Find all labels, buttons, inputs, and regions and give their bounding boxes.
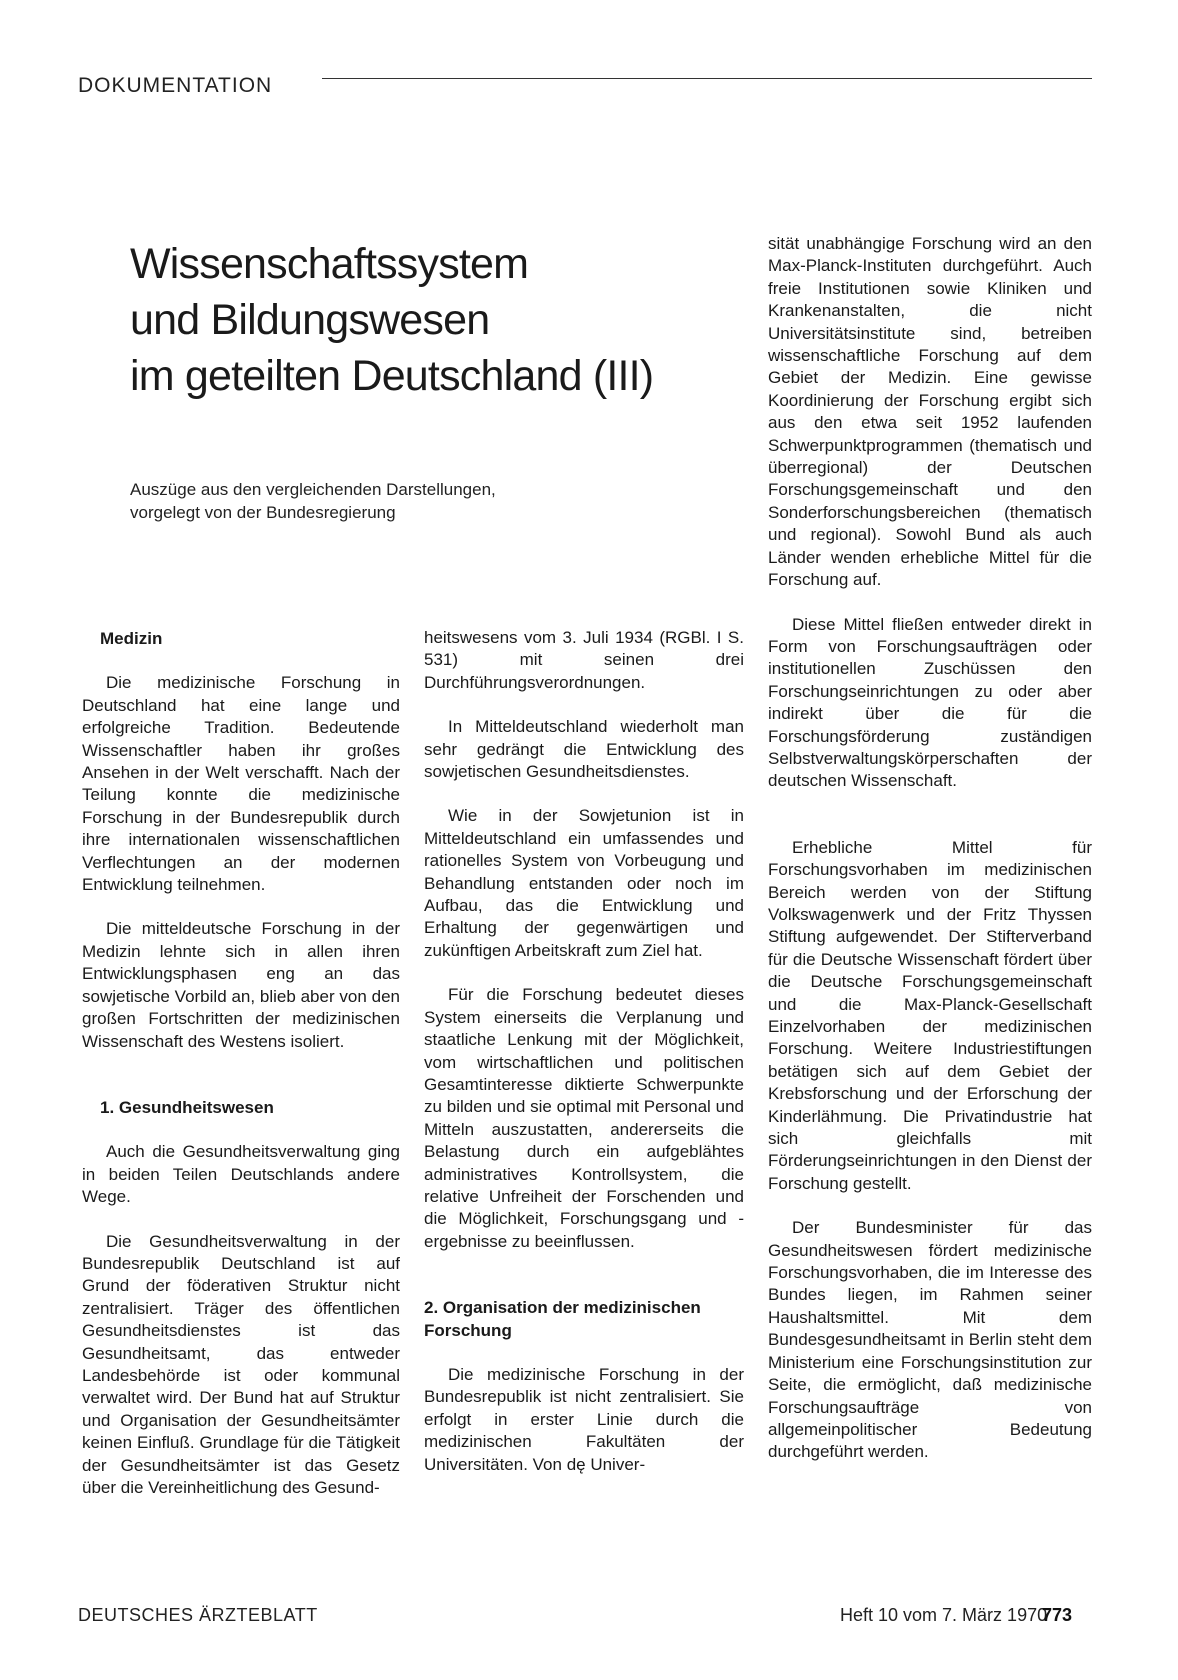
text-column-3 — [768, 233, 1092, 1464]
journal-name: DEUTSCHES ÄRZTEBLATT — [78, 1605, 318, 1625]
section-label: DOKUMENTATION — [78, 74, 273, 97]
section-heading: 1. Gesundheitswesen — [100, 1097, 274, 1117]
paragraph: Die Gesundheitsverwaltung in der Bundesrepublik Deutschland ist auf Grund der föderativen Struktur nicht zentralisiert. Träger des öffentlichen Gesundheitsdienstes ist das Gesundheitsamt, das entweder Landesbehörde ist oder kommunal verwaltet wird. Der Bund hat auf Struktur und Organisation der Gesundheitsämter keinen Einfluß. Grundlage für die Tätigkeit der Gesundheitsämter ist das Gesetz über die Vereinheitlichung des Gesund- — [82, 1231, 400, 1497]
article-subtitle — [130, 478, 610, 524]
paragraph: Diese Mittel fließen entweder direkt in Form von Forschungsaufträgen oder institutionellen Zuschüssen den Forschungseinrichtungen zu oder aber indirekt über die für die Forschungsförderung zuständigen Selbstverwaltungskörperschaften der deutschen Wissenschaft. — [768, 614, 1092, 791]
paragraph: Auch die Gesundheitsverwaltung ging in beiden Teilen Deutschlands andere Wege. — [82, 1142, 400, 1207]
article-title — [130, 236, 690, 404]
subtitle-line: vorgelegt von der Bundesregierung — [130, 503, 396, 522]
paragraph: Für die Forschung bedeutet dieses System einerseits die Verplanung und staatliche Lenkung mit der Möglichkeit, vom wirtschaftlichen und politischen Gesamtinteresse diktierte Schwerpunkte zu bilden und sie optimal mit Personal und Mitteln auszustatten, andererseits die Belastung durch ein aufgeblähtes administratives Kontrollsystem, die relative Unfreiheit der Forschenden und die Möglichkeit, Forschungsgang und -ergebnisse zu beeinflussen. — [424, 985, 744, 1251]
page-number: 773 — [1042, 1605, 1073, 1625]
paragraph: Der Bundesminister für das Gesundheitswesen fördert medizinische Forschungsvorhaben, die im Interesse des Bundes liegen, im Rahmen seiner Haushaltsmittel. Mit dem Bundesgesundheitsamt in Berlin steht dem Ministerium eine Forschungsinstitution zur Seite, die ermöglicht, daß medizinische Forschungsaufträge von allgemeinpolitischer Bedeutung durchgeführt werden. — [768, 1218, 1092, 1462]
paragraph: Erhebliche Mittel für Forschungsvorhaben im medizinischen Bereich werden von der Stiftung Volkswagenwerk und der Fritz Thyssen Stiftung aufgewendet. Der Stifterverband für die Deutsche Wissenschaft fördert über die Deutsche Forschungsgemeinschaft und die Max-Planck-Gesellschaft Einzelvorhaben der medizinischen Forschung. Weitere Industriestiftungen betätigen sich auf dem Gebiet der Krebsforschung und der Erforschung der Kinderlähmung. Die Privatindustrie hat sich gleichfalls mit Förderungseinrichtungen in den Dienst der Forschung gestellt. — [768, 837, 1092, 1193]
text-column-1 — [82, 628, 400, 1499]
subtitle-line: Auszüge aus den vergleichenden Darstellungen, — [130, 480, 496, 499]
title-line: im geteilten Deutschland (III) — [130, 352, 654, 400]
paragraph: In Mitteldeutschland wiederholt man sehr gedrängt die Entwicklung des sowjetischen Gesundheitsdienstes. — [424, 717, 744, 782]
header-rule — [322, 78, 1092, 79]
title-line: Wissenschaftssystem — [130, 240, 529, 288]
paragraph: Wie in der Sowjetunion ist in Mitteldeutschland ein umfassendes und rationelles System von Vorbeugung und Behandlung entstanden oder noch im Aufbau, das die Entwicklung und Erhaltung der gegenwärtigen und zukünftigen Arbeitskraft zum Ziel hat. — [424, 806, 744, 960]
paragraph: Die medizinische Forschung in der Bundesrepublik ist nicht zentralisiert. Sie erfolgt in erster Linie durch die medizinischen Fakultäten der Universitäten. Von dę Univer- — [424, 1364, 744, 1474]
section-heading: Medizin — [100, 629, 163, 648]
text-column-2 — [424, 627, 744, 1476]
paragraph: Die medizinische Forschung in Deutschland hat eine lange und erfolgreiche Tradition. Bedeutende Wissenschaftler haben ihr großes Ansehen in der Welt verschafft. Nach der Teilung konnte die medizinische Forschung in der Bundesrepublik durch ihre internationalen wissenschaftlichen Verflechtungen an der modernen Entwicklung teilnehmen. — [82, 673, 400, 895]
paragraph: heitswesens vom 3. Juli 1934 (RGBl. I S. 531) mit seinen drei Durchführungsverordnungen. — [424, 628, 744, 692]
paragraph: sität unabhängige Forschung wird an den Max-Planck-Instituten durchgeführt. Auch freie Institutionen sowie Kliniken und Krankenanstalten, die nicht Universitätsinstitute sind, betreiben wissenschaftliche Forschung auf dem Gebiet der Medizin. Eine gewisse Koordinierung der Forschung ergibt sich aus den etwa seit 1952 laufenden Schwerpunktprogrammen (thematisch und überregional) der Deutschen Forschungsgemeinschaft und den Sonderforschungsbereichen (thematisch und regional). Sowohl Bund als auch Länder wenden erhebliche Mittel für die Forschung auf. — [768, 234, 1092, 590]
issue-info: Heft 10 vom 7. März 1970 — [840, 1605, 1048, 1625]
title-line: und Bildungswesen — [130, 296, 490, 344]
section-heading: 2. Organisation der medizinischen Forschung — [424, 1298, 701, 1340]
paragraph: Die mitteldeutsche Forschung in der Medizin lehnte sich in allen ihren Entwicklungsphasen eng an das sowjetische Vorbild an, blieb aber von den großen Fortschritten der medizinischen Wissenschaft des Westens isoliert. — [82, 919, 400, 1051]
